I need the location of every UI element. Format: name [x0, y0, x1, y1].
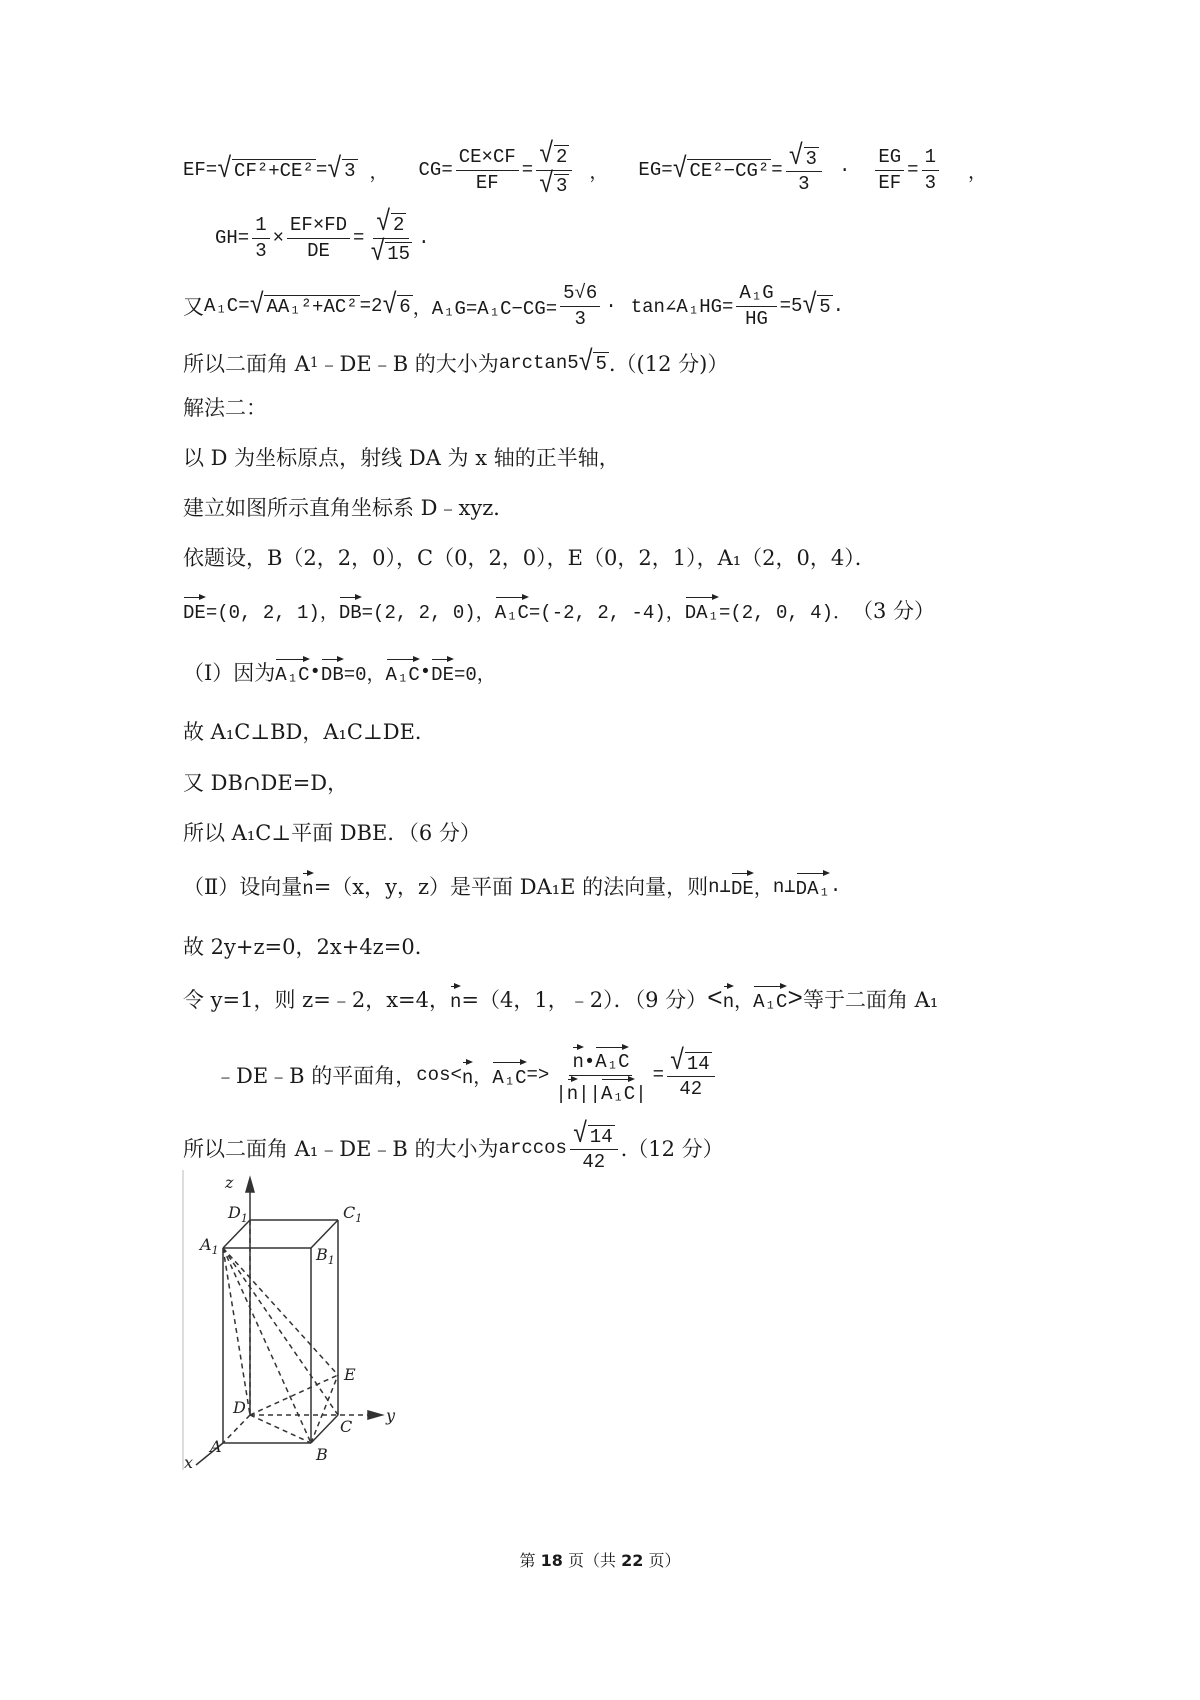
line-vectors: DE =(0, 2, 1)， DB =(2, 2, 0)， A₁C =(-2, 2, -4)， DA₁ =(2, 0, 4)． （3 分）	[183, 590, 935, 630]
line-perpendicular: 故 A₁C⊥BD，A₁C⊥DE．	[183, 720, 436, 744]
page-total: 22	[621, 1551, 644, 1570]
line-origin: 以 D 为坐标原点，射线 DA 为 x 轴的正半轴，	[183, 446, 620, 470]
line-arccos-result: 所以二面角 A₁﹣DE﹣B 的大小为 arccos √ 14 42 .（12 分）	[183, 1118, 724, 1174]
line-cosine: ﹣DE﹣B 的平面角， cos< n ， A₁C => $\frac{\text{n•A₁C}}{\text{|n||A₁C|}}$ = √ 14 42	[215, 1035, 718, 1115]
line-conclusion-1: 所以 A₁C⊥平面 DBE．（6 分）	[183, 821, 481, 845]
label-axis-x: x	[184, 1453, 194, 1470]
page-footer: 第 18 页（共 22 页）	[519, 1551, 681, 1570]
label-C: C	[340, 1417, 353, 1436]
line-points: 依题设，B（2，2，0），C（0，2，0），E（0，2，1），A₁（2，0，4）．	[183, 546, 876, 570]
page-number: 18	[540, 1551, 563, 1570]
line-normal-vector: 令 y=1，则 z=﹣2，x=4， n =（4，1，﹣2）．（9 分） < n ， A₁C > 等于二面角 A₁	[183, 984, 939, 1014]
edge-C1B1	[311, 1220, 338, 1248]
vector-DE: DE	[183, 596, 206, 624]
line-part-1: （Ⅰ）因为 A₁C • DB =0， A₁C • DE =0，	[183, 652, 496, 692]
eg-ef-fraction: $\frac{EG}{EF}$	[875, 147, 904, 194]
label-B1: $B_1$	[316, 1245, 335, 1267]
vector-A1C: A₁C	[495, 596, 529, 624]
label-axis-z: z	[225, 1173, 234, 1192]
line-equations: 故 2y+z=0，2x+4z=0．	[183, 935, 436, 959]
label-E: E	[344, 1365, 356, 1384]
label-C1: $C_1$	[343, 1203, 363, 1225]
label-B: B	[316, 1445, 328, 1464]
ef-sqrt: √ CF²+CE²	[217, 153, 314, 186]
vector-DA1: DA₁	[685, 596, 719, 624]
eg-lhs: EG=	[638, 159, 673, 181]
vector-DB: DB	[339, 596, 362, 624]
calc-row-1: EF= √ CF²+CE² = √ 3 ， CG= $\frac{CE\times CF}{EF}$ = √ 2 √ 3 ， EG= √ CE²−CG² = √ 3 3 · $\frac{EG}{EF}$ = $\frac{1}{3}$ ，	[183, 138, 987, 201]
cg-lhs: CG=	[418, 159, 453, 181]
calc-row-a1c: 又 A₁C= √ AA₁²+AC² =2 √ 6 ，A₁G=A₁C−CG= $\frac{5√6}{3}$ · tan∠A₁HG= $\frac{\text{A₁G}}{HG}$ =5 √ 5 .	[183, 281, 845, 330]
cg-fraction: $\frac{CE\times CF}{EF}$	[456, 147, 519, 194]
line-arctan-result: 所以二面角 A 1 ﹣DE﹣B 的大小为 arctan5 √ 5 .（(12 分)）	[183, 346, 729, 379]
line-method-2: 解法二：	[183, 396, 267, 420]
label-A1: $A_1$	[200, 1235, 219, 1257]
ef-lhs: EF=	[183, 159, 218, 181]
y-axis-arrow	[368, 1411, 382, 1419]
calc-row-gh: GH= $\frac{1}{3}$ × $\frac{EF\times FD}{DE}$ = √ 2 √ 15 .	[215, 206, 430, 269]
cosine-fraction: $\frac{\text{n•A₁C}}{\text{|n||A₁C|}}$	[552, 1046, 649, 1105]
line-part-2: （Ⅱ）设向量 n =（x，y，z）是平面 DA₁E 的法向量，则 n⊥ DE ， n⊥ DA₁ .	[183, 866, 841, 906]
label-A: A	[210, 1437, 222, 1456]
z-axis-arrow	[246, 1178, 254, 1192]
edge-DA	[223, 1415, 250, 1443]
label-D: D	[233, 1398, 246, 1417]
line-coordinate-system: 建立如图所示直角坐标系 D﹣xyz．	[183, 496, 515, 520]
label-axis-y: y	[386, 1406, 396, 1425]
label-D1: $D_1$	[228, 1203, 248, 1225]
prism-figure	[178, 1170, 408, 1470]
edge-BC	[311, 1415, 338, 1443]
eg-sqrt: √ CE²−CG²	[672, 153, 770, 186]
line-intersection: 又 DB∩DE=D，	[183, 771, 349, 795]
